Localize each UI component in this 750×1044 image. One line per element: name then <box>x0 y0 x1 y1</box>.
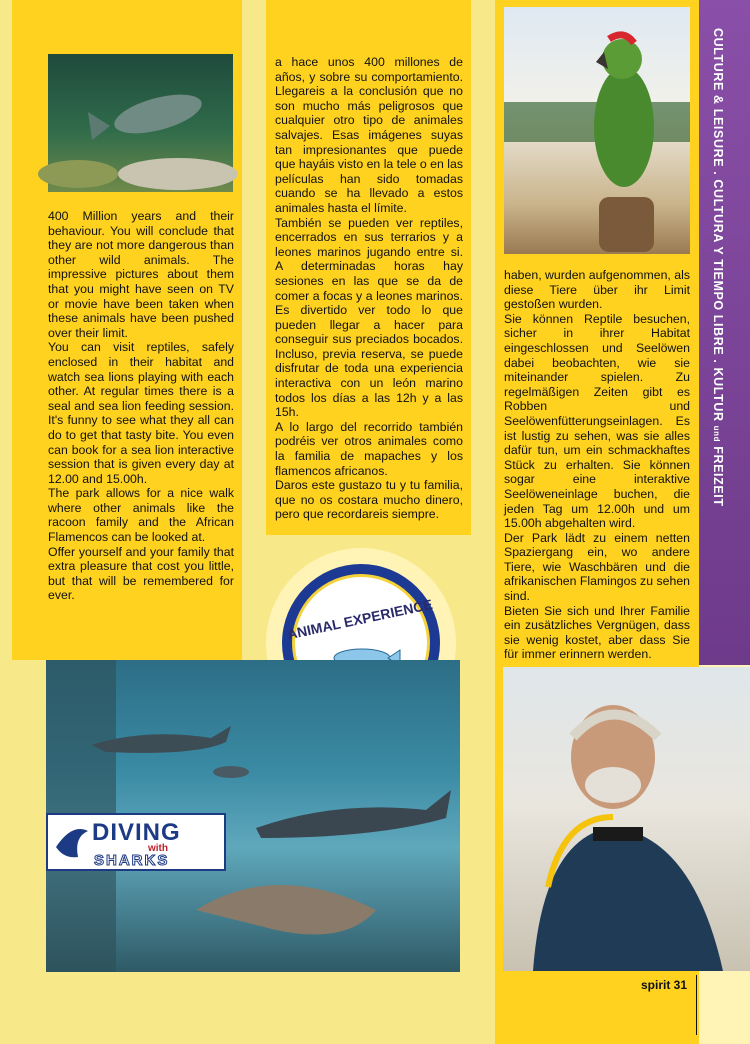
spanish-body-text: a hace unos 400 millones de años, y sobre su comportamiento. Llegareis a la conclusión que no son mucho más peligrosos que cualquier otro tipo de animales salvajes. Esas imágenes suyas tan impresionantes que puede que hayáis visto en la tele o en las películas han sido tomadas cuando se ha llevado a estos animales hasta el límite. También se pueden ver reptiles, encerrados en sus terrarios y a leones marinos jugando entre si. A determinadas horas hay sesiones en las que se da de comer a focas y a leones marinos. Es divertido ver todo lo que pueden llegar a hacer para conseguir sus preciados bocados. Incluso, previa reserva, se puede disfrutar de toda una experiencia interactiva con un león marino todos los días a las 12h y a las 15h. A lo largo del recorrido también podréis ver otros animales como la familia de mapaches y los flamencos africanos. Daros este gustazo tu y tu familia, que no os costara mucho dinero, pero que recordareis siempre. <box>275 55 463 522</box>
shark-logo-icon <box>52 817 92 871</box>
german-body-text: haben, wurden aufgenommen, als diese Tiere über ihr Limit gestoßen wurden. Sie können Reptile besuchen, sicher in ihrer Habitat eingeschlossen und Seelöwen dabei beobachten, wie sie miteinander spielen. Zu regelmäßigen Zeiten gibt es Robben und Seelöwenfütterungseinlagen. Es ist lustig zu sehen, was sie alles dafür tun, um ein schmackhaftes Stück zu erhalten. Sie können sogar eine interaktive Seelöweneinlage buchen, die jeden Tag um 12.00h und um 15.00h abgehalten wird. Der Park lädt zu einem netten Spaziergang ein, wo andere Tiere, wie Waschbären und die afrikanischen Flamingos zu sehen sind. Bieten Sie sich und Ihrer Familie ein zusätzliches Vergnügen, dass sie wenig kostet, aber dass Sie für immer erinnern werden. <box>504 268 690 662</box>
parrot-illustration <box>504 7 690 254</box>
animal-experience-logo-text: ANIMAL EXPERIENCE <box>285 595 434 643</box>
page-number-rule <box>696 975 697 1035</box>
diving-logo-word: DIVING <box>92 819 181 846</box>
parrot-photo <box>504 7 690 254</box>
diving-logo-sharks: SHARKS <box>94 852 170 869</box>
diving-logo-with: with <box>148 843 168 854</box>
diver-photo <box>503 667 750 971</box>
section-title: CULTURE & LEISURE . CULTURA Y TIEMPO LIBRE . KULTUR und FREIZEIT <box>711 28 725 507</box>
diving-with-sharks-logo <box>46 813 226 871</box>
fish-illustration <box>48 54 233 192</box>
english-body-text: 400 Million years and their behaviour. You will conclude that they are not more dangerous than other wild animals. The impressive pictures about them that you might have seen on TV or movie have been taken when these animals have been pushed over their limit. You can visit reptiles, safely enclosed in their habitat and watch sea lions playing with each other. At regular times there is a seal and sea lion feeding session. It's funny to see what they all can do to get that tasty bite. You even can book for a sea lion interactive session that is given every day at 12.00 and 15.00h. The park allows for a nice walk where other animals like the racoon family and the African Flamencos can be looked at. Offer yourself and your family that extra pleasure that cost you little, but that will be remembered for ever. <box>48 209 234 603</box>
fish-photo <box>48 54 233 192</box>
page-number: spirit 31 <box>641 978 688 992</box>
diver-illustration <box>503 667 750 971</box>
